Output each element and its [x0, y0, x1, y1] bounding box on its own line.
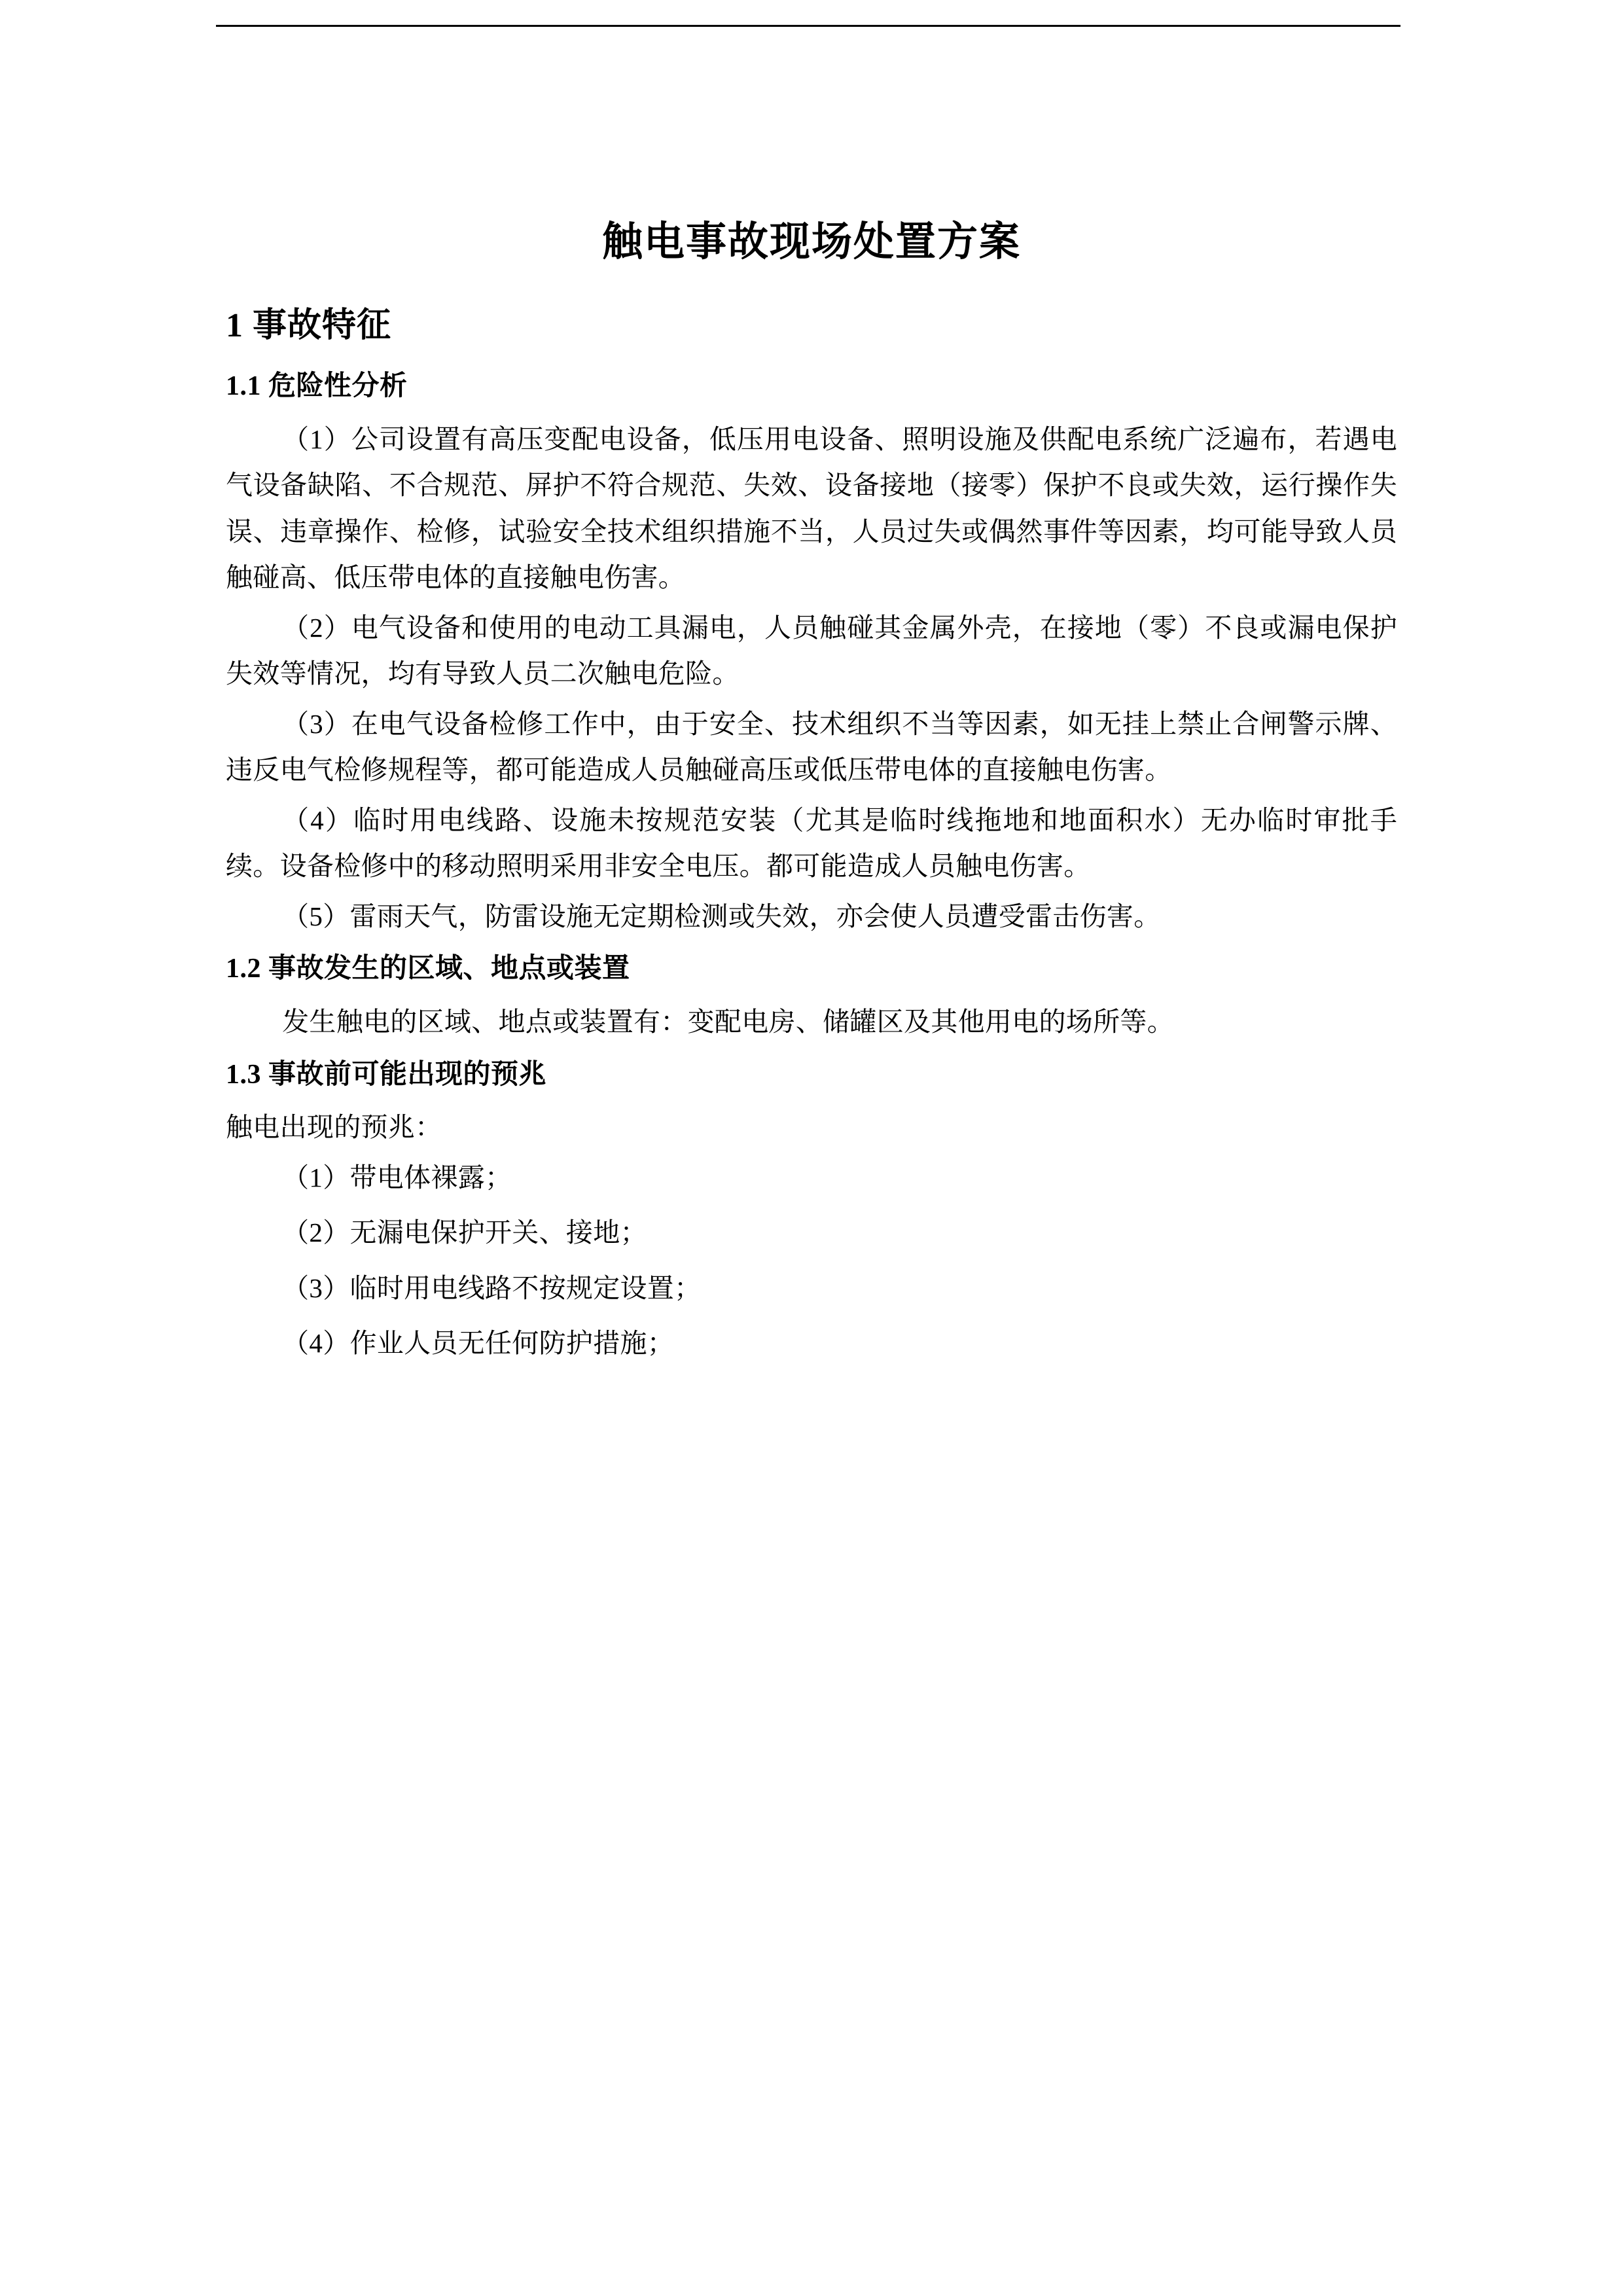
subsection-heading-1-1: 1.1 危险性分析 [226, 370, 408, 401]
paragraph-lead: 触电出现的预兆： [226, 1112, 442, 1143]
page-title: 触电事故现场处置方案 [601, 220, 1021, 264]
list-item: （3）临时用电线路不按规定设置； [282, 1272, 702, 1303]
list-item: （2）无漏电保护开关、接地； [282, 1217, 647, 1248]
list-item: （4）作业人员无任何防护措施； [282, 1328, 675, 1359]
header-rule [216, 25, 1400, 27]
paragraph: （1）公司设置有高压变配电设备，低压用电设备、照明设施及供配电系统广泛遍布，若遇电气设备缺陷、不合规范、屏护不符合规范、失效、设备接地（接零）保护不良或失效，运行操作失误、违章操作、检修，试验安全技术组织措施不当，人员过失或偶然事件等因素，均可能导致人员触碰高、低压带电体的直接触电伤害。 [226, 423, 1397, 593]
paragraph: 发生触电的区域、地点或装置有：变配电房、储罐区及其他用电的场所等。 [282, 1007, 1174, 1037]
subsection-heading-1-3: 1.3 事故前可能出现的预兆 [226, 1059, 547, 1090]
list-item: （1）带电体裸露； [282, 1162, 512, 1193]
document-content [226, 216, 1397, 1376]
subsection-heading-1-2: 1.2 事故发生的区域、地点或装置 [226, 954, 630, 984]
section-heading-1: 1 事故特征 [226, 306, 392, 344]
paragraph: （2）电气设备和使用的电动工具漏电，人员触碰其金属外壳，在接地（零）不良或漏电保护失效等情况，均有导致人员二次触电危险。 [226, 612, 1397, 689]
paragraph: （3）在电气设备检修工作中，由于安全、技术组织不当等因素，如无挂上禁止合闸警示牌、违反电气检修规程等，都可能造成人员触碰高压或低压带电体的直接触电伤害。 [226, 708, 1397, 785]
paragraph: （4）临时用电线路、设施未按规范安装（尤其是临时线拖地和地面积水）无办临时审批手续。设备检修中的移动照明采用非安全电压。都可能造成人员触电伤害。 [226, 804, 1397, 882]
paragraph: （5）雷雨天气，防雷设施无定期检测或失效，亦会使人员遭受雷击伤害。 [282, 901, 1161, 931]
